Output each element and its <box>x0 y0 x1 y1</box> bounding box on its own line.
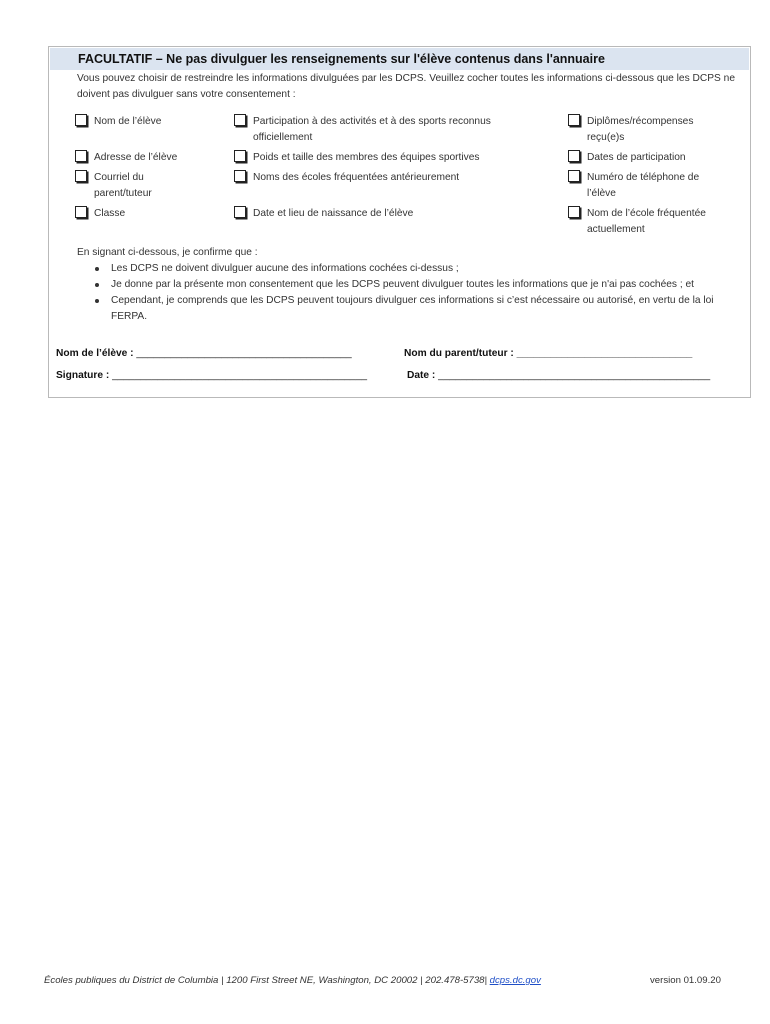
date-label: Date : <box>407 370 436 381</box>
checkbox[interactable] <box>234 114 246 126</box>
option-label: Participation à des activités et à des sports reconnus officiellement <box>253 116 491 143</box>
student-name-label: Nom de l’élève : <box>56 348 134 359</box>
signature-line[interactable]: _____________________________________________ <box>112 370 368 381</box>
option-label: Diplômes/récompenses reçu(e)s <box>587 116 694 143</box>
form-title: FACULTATIF – Ne pas divulguer les renseignements sur l'élève contenus dans l'annuaire <box>50 48 749 70</box>
confirmation-section <box>77 245 749 325</box>
version-label: version 01.09.20 <box>650 975 721 986</box>
checkbox[interactable] <box>75 150 87 162</box>
checkbox[interactable] <box>568 206 580 218</box>
student-name-field[interactable] <box>56 347 352 361</box>
option-label: Noms des écoles fréquentées antérieurement <box>253 172 460 183</box>
option-label: Numéro de téléphone de l’élève <box>587 172 700 199</box>
checkbox[interactable] <box>568 170 580 182</box>
checkbox[interactable] <box>234 150 246 162</box>
option-label: Date et lieu de naissance de l’élève <box>253 208 414 219</box>
signature-label: Signature : <box>56 370 110 381</box>
form-intro: Vous pouvez choisir de restreindre les informations divulguées par les DCPS. Veuillez cocher toutes les informations ci-dessous que les DCPS ne doivent pas divulguer sans votre consentement : <box>77 73 735 100</box>
footer <box>44 974 734 990</box>
option-label: Classe <box>94 208 126 219</box>
confirmation-list <box>77 261 749 325</box>
checkbox[interactable] <box>75 114 87 126</box>
checkbox[interactable] <box>75 206 87 218</box>
parent-name-field[interactable] <box>404 347 692 361</box>
website-link[interactable]: dcps.dc.gov <box>489 975 541 986</box>
option-label: Courriel du parent/tuteur <box>94 172 152 199</box>
confirmation-intro: En signant ci-dessous, je confirme que : <box>77 247 258 258</box>
checkbox[interactable] <box>234 206 246 218</box>
confirmation-item: Je donne par la présente mon consentement que les DCPS peuvent divulguer toutes les informations que je n'ai pas cochées ; et <box>77 277 749 293</box>
footer-address: Écoles publiques du District de Columbia | 1200 First Street NE, Washington, DC 20002 | 202.478-5738| <box>44 975 487 986</box>
option-label: Adresse de l’élève <box>94 152 178 163</box>
checkbox[interactable] <box>234 170 246 182</box>
date-field[interactable] <box>407 369 710 383</box>
checkbox[interactable] <box>568 114 580 126</box>
option-label: Nom de l’école fréquentée actuellement <box>587 208 706 235</box>
confirmation-item: Cependant, je comprends que les DCPS peuvent toujours divulguer ces informations si c’est nécessaire ou autorisé, en vertu de la loi FERPA. <box>77 293 749 325</box>
parent-name-label: Nom du parent/tuteur : <box>404 348 514 359</box>
signature-field[interactable] <box>56 369 367 383</box>
parent-name-line[interactable]: _______________________________ <box>516 348 693 359</box>
date-line[interactable]: ________________________________________________ <box>438 370 711 381</box>
checkbox[interactable] <box>568 150 580 162</box>
confirmation-item: Les DCPS ne doivent divulguer aucune des informations cochées ci-dessus ; <box>77 261 749 277</box>
option-label: Dates de participation <box>587 152 686 163</box>
option-label: Nom de l’élève <box>94 116 162 127</box>
directory-optout-form <box>48 46 751 398</box>
checkbox[interactable] <box>75 170 87 182</box>
student-name-line[interactable]: ______________________________________ <box>136 348 352 359</box>
option-label: Poids et taille des membres des équipes sportives <box>253 152 480 163</box>
